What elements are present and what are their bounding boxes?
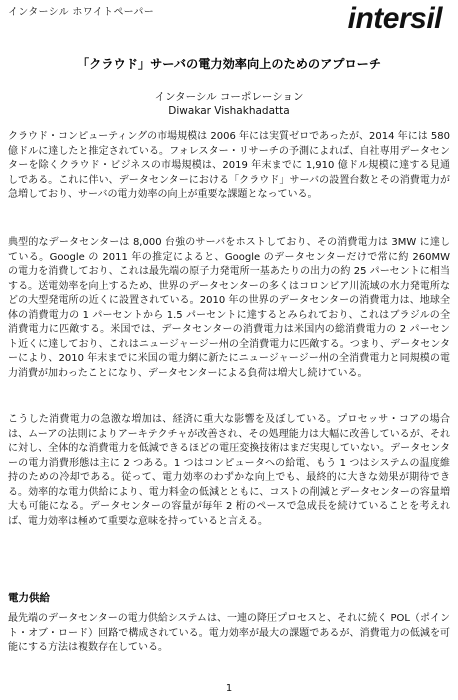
organization-name: インターシル コーポレーション <box>154 91 304 103</box>
intersil-logo: intersil <box>347 2 442 35</box>
document-title: 「クラウド」サーバの電力効率向上のためのアプローチ <box>76 57 382 71</box>
author-name: Diwakar Vishakhadatta <box>168 105 290 117</box>
paragraph-economic-impact: こうした消費電力の急激な増加は、経済に重大な影響を及ぼしている。プロセッサ・コアの場合は、ムーアの法則によりアーキテクチャが改善され、その処理能力は大幅に改善しているが、それに対し、全体的な消費電力を低減できるほどの電圧変換技術はまだ実現していない。データセンターの電力消費形態は主に 2 つある。1 つはコンピュータへの給電、もう 1 つはシステムの温度維持のための冷却である。従って、電力効率のわずかな向上でも、最終的に大きな効果が期待できる。効率的な電力供給により、電力料金の低減とともに、コストの削減とデータセンターの容量増大も可能になる。データセンターの容量が毎年 2 桁のペースで急成長を続けていることを考えれば、電力効率は極めて重要な意味を持っていると言える。 <box>8 414 450 527</box>
paragraph-power-supply: 最先端のデータセンターの電力供給システムは、一連の降圧プロセスと、それに続く POL（ポイント・オブ・ロード）回路で構成されている。電力効率が最大の課題であるが、消費電力の低減を可能にする方法は複数存在している。 <box>8 613 450 653</box>
page-number: 1 <box>225 683 233 694</box>
header-label: インターシル ホワイトペーパー <box>8 7 155 18</box>
paragraph-datacenter-power: 典型的なデータセンターは 8,000 台強のサーバをホストしており、その消費電力は 3MW に達している。Google の 2011 年の推定によると、Google のデータセンターだけで常に約 260MW の電力を消費しており、これは最先端の原子力発電所一基あたりの出力の約 25 パーセントに相当する。送電効率を向上するため、世界のデータセンターの多くはコロンビア川流域の水力発電所などの大型発電所の近くに設置されている。2010 年の世界のデータセンターの消費電力は、地球全体の消費電力の 1 パーセントから 1.5 パーセントに達するとみられており、これはブラジルの全消費電力に匹敵する。米国では、データセンターの消費電力は米国内の総消費電力の 2 パーセント近くに達しており、これはニュージャージー州の全消費電力に匹敵する。つまり、データセンターにより、2010 年末までに米国の電力網に新たにニュージャージー州の全消費電力と同規模の電力消費が加わったことになり、データセンターによる負荷は増大し続けている。 <box>8 237 450 379</box>
section-heading-power-supply: 電力供給 <box>8 592 50 604</box>
paragraph-intro: クラウド・コンピューティングの市場規模は 2006 年には実質ゼロであったが、2014 年には 580 億ドルに達したと推定されている。フォレスター・リサーチの予測によれば、自社専用データセンターを除くクラウド・ビジネスの市場規模は、2019 年末までに 1,910 億ドル規模に達する見通しである。これに伴い、データセンターにおける「クラウド」サーバの設置台数とその消費電力が急増しており、サーバの電力効率の向上が重要な課題となっている。 <box>8 131 450 200</box>
